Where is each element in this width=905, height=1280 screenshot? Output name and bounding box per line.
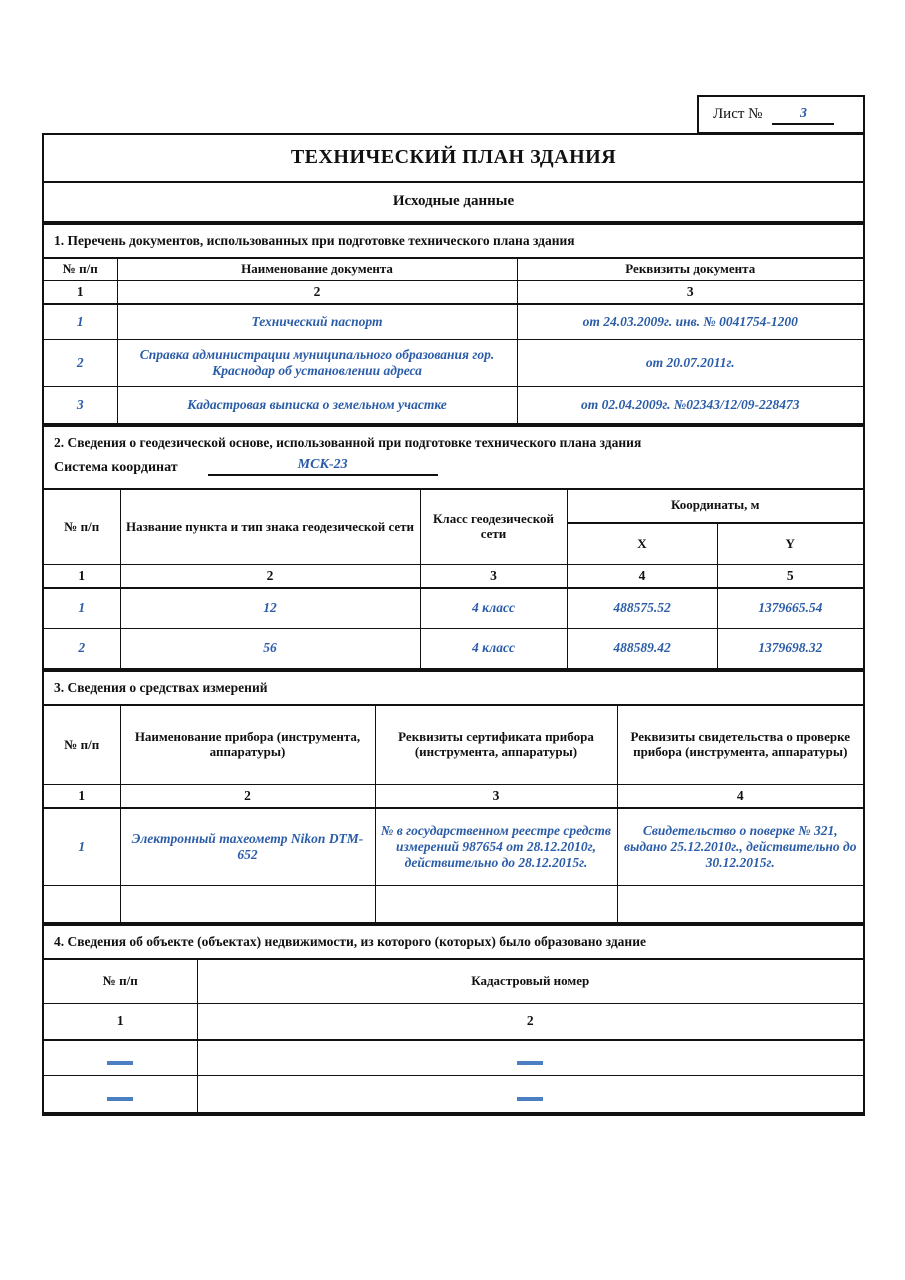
col-header-document-requisites: Реквизиты документа — [517, 259, 863, 280]
table-row — [44, 387, 863, 423]
section-3-heading: 3. Сведения о средствах измерений — [44, 672, 863, 706]
table-row — [44, 588, 863, 628]
object-row-2-num — [44, 1076, 197, 1112]
coordinate-system-field[interactable] — [208, 457, 438, 476]
col-header-point-name: Название пункта и тип знака геодезической сети — [120, 489, 420, 565]
section-4-table-wrapper — [44, 960, 863, 1112]
object-row-1-num — [44, 1040, 197, 1076]
empty-value-dash — [517, 1061, 543, 1065]
col-header-class: Класс геодезической сети — [420, 489, 567, 565]
page-title: ТЕХНИЧЕСКИЙ ПЛАН ЗДАНИЯ — [44, 135, 863, 183]
geo-row-2-point-name: 56 — [120, 628, 420, 668]
table-header-row — [44, 706, 863, 784]
col-header-device-name: Наименование прибора (инструмента, аппаратуры) — [120, 706, 375, 784]
colnum-1: 1 — [44, 784, 120, 808]
instrument-row-2-certificate — [375, 886, 617, 922]
colnum-2: 2 — [120, 784, 375, 808]
geo-row-1-x: 488575.52 — [567, 588, 717, 628]
empty-value-dash — [107, 1097, 133, 1101]
section-3-table-wrapper — [44, 706, 863, 926]
col-header-cadastral-number: Кадастровый номер — [197, 960, 863, 1004]
source-objects-table — [44, 960, 863, 1112]
table-header-row — [44, 259, 863, 280]
colnum-5: 5 — [717, 565, 863, 589]
sheet-number-label: Лист № — [713, 106, 763, 122]
col-header-y: Y — [717, 523, 863, 565]
instrument-row-2-verification — [617, 886, 863, 922]
documents-table — [44, 259, 863, 423]
colnum-3: 3 — [517, 280, 863, 304]
col-header-coordinates: Координаты, м — [567, 489, 863, 523]
col-header-num: № п/п — [44, 706, 120, 784]
sheet-number-field[interactable] — [772, 105, 834, 125]
section-4-heading: 4. Сведения об объекте (объектах) недвижимости, из которого (которых) было образовано здание — [44, 926, 863, 960]
instrument-row-2-num — [44, 886, 120, 922]
measuring-instruments-table — [44, 706, 863, 922]
col-header-num: № п/п — [44, 489, 120, 565]
colnum-1: 1 — [44, 280, 117, 304]
sheet-number-value: 3 — [799, 105, 807, 121]
empty-value-dash — [107, 1061, 133, 1065]
section-2-table-wrapper — [44, 488, 863, 673]
geo-row-2-num: 2 — [44, 628, 120, 668]
geo-row-2-class: 4 класс — [420, 628, 567, 668]
doc-row-3-requisites: от 02.04.2009г. №02343/12/09-228473 — [517, 387, 863, 423]
table-row — [44, 340, 863, 387]
column-number-row — [44, 1004, 863, 1040]
geo-row-1-class: 4 класс — [420, 588, 567, 628]
doc-row-2-name: Справка администрации муниципального образования гор. Краснодар об установлении адреса — [117, 340, 517, 387]
colnum-3: 3 — [375, 784, 617, 808]
colnum-2: 2 — [197, 1004, 863, 1040]
colnum-1: 1 — [44, 1004, 197, 1040]
geo-row-1-num: 1 — [44, 588, 120, 628]
table-row — [44, 628, 863, 668]
object-row-1-cadastral-number — [197, 1040, 863, 1076]
geo-row-2-x: 488589.42 — [567, 628, 717, 668]
technical-plan-form — [42, 133, 865, 1116]
instrument-row-1-verification: Свидетельство о поверке № 321, выдано 25.12.2010г., действительно до 30.12.2015г. — [617, 808, 863, 886]
col-header-num: № п/п — [44, 259, 117, 280]
col-header-x: X — [567, 523, 717, 565]
doc-row-2-requisites: от 20.07.2011г. — [517, 340, 863, 387]
col-header-certificate: Реквизиты сертификата прибора (инструмента, аппаратуры) — [375, 706, 617, 784]
col-header-num: № п/п — [44, 960, 197, 1004]
column-number-row — [44, 565, 863, 589]
page-subtitle: Исходные данные — [44, 183, 863, 225]
col-header-document-name: Наименование документа — [117, 259, 517, 280]
instrument-row-1-certificate: № в государственном реестре средств измерений 987654 от 28.12.2010г, действительно до 28.12.2015г. — [375, 808, 617, 886]
table-header-row — [44, 489, 863, 523]
doc-row-2-num: 2 — [44, 340, 117, 387]
colnum-1: 1 — [44, 565, 120, 589]
col-header-verification: Реквизиты свидетельства о проверке прибора (инструмента, аппаратуры) — [617, 706, 863, 784]
table-row — [44, 304, 863, 340]
section-2-heading: 2. Сведения о геодезической основе, использованной при подготовке технического плана здания — [54, 434, 642, 450]
doc-row-3-num: 3 — [44, 387, 117, 423]
instrument-row-1-num: 1 — [44, 808, 120, 886]
coordinate-system-label: Система координат — [54, 459, 178, 475]
empty-value-dash — [517, 1097, 543, 1101]
instrument-row-1-device: Электронный тахеометр Nikon DTM-652 — [120, 808, 375, 886]
column-number-row — [44, 280, 863, 304]
table-row — [44, 808, 863, 886]
doc-row-1-requisites: от 24.03.2009г. инв. № 0041754-1200 — [517, 304, 863, 340]
table-row — [44, 1076, 863, 1112]
sheet-number-box — [697, 95, 865, 134]
column-number-row — [44, 784, 863, 808]
colnum-4: 4 — [617, 784, 863, 808]
table-row — [44, 1040, 863, 1076]
coordinate-system-row — [44, 453, 863, 488]
section-1-heading: 1. Перечень документов, использованных при подготовке технического плана здания — [44, 225, 863, 259]
colnum-2: 2 — [117, 280, 517, 304]
table-header-row — [44, 960, 863, 1004]
instrument-row-2-device — [120, 886, 375, 922]
doc-row-3-name: Кадастровая выписка о земельном участке — [117, 387, 517, 423]
geo-row-2-y: 1379698.32 — [717, 628, 863, 668]
colnum-4: 4 — [567, 565, 717, 589]
doc-row-1-name: Технический паспорт — [117, 304, 517, 340]
colnum-2: 2 — [120, 565, 420, 589]
geo-row-1-y: 1379665.54 — [717, 588, 863, 628]
coordinate-system-value: МСК-23 — [297, 456, 348, 472]
geodetic-points-table — [44, 488, 863, 669]
doc-row-1-num: 1 — [44, 304, 117, 340]
section-1-table-wrapper — [44, 259, 863, 427]
colnum-3: 3 — [420, 565, 567, 589]
table-row — [44, 886, 863, 922]
geo-row-1-point-name: 12 — [120, 588, 420, 628]
object-row-2-cadastral-number — [197, 1076, 863, 1112]
